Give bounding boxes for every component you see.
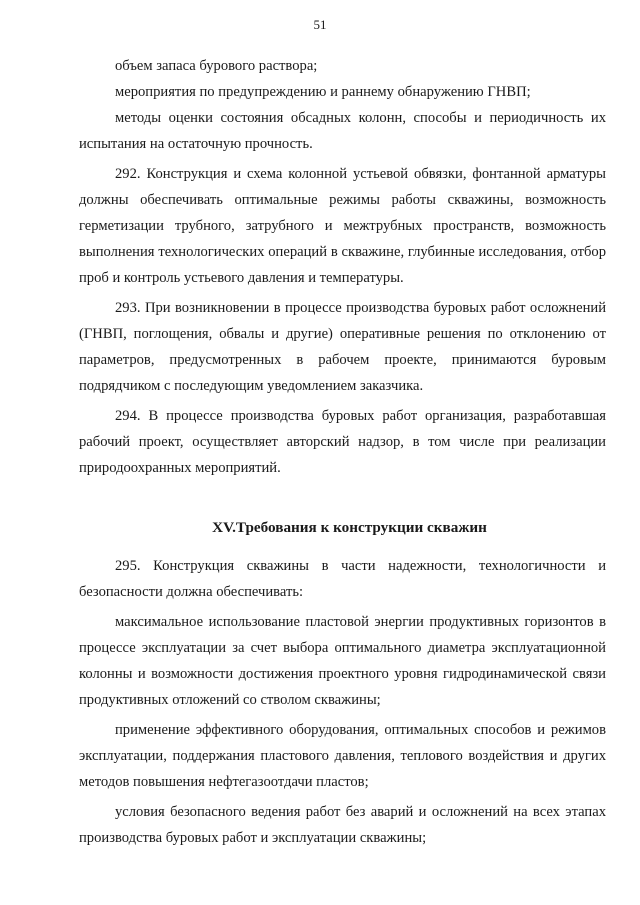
- section-heading: XV.Требования к конструкции скважин: [212, 519, 487, 536]
- paragraph-drilling-fluid: объем запаса бурового раствора;: [115, 58, 318, 74]
- paragraph-safety-conditions: условия безопасного ведения работ без аварий и осложнений на всех этапах производства буровых работ и эксплуатации скважины;: [79, 804, 606, 846]
- document-body: [79, 53, 606, 851]
- paragraph-292: 292. Конструкция и схема колонной устьевой обвязки, фонтанной арматуры должны обеспечивать оптимальные режимы работы скважины, возможность герметизации трубного, затрубного и межтрубных пространств, возможность выполнения технологических операций в скважине, глубинные исследования, отбор проб и контроль устьевого давления и температуры.: [79, 166, 606, 286]
- page-number: 51: [313, 17, 327, 32]
- paragraph-293: 293. При возникновении в процессе производства буровых работ осложнений (ГНВП, поглощения, обвалы и другие) оперативные решения по отклонению от параметров, предусмотренных в рабочем проекте, принимаются буровым подрядчиком с последующим уведомлением заказчика.: [79, 300, 606, 394]
- paragraph-equipment: применение эффективного оборудования, оптимальных способов и режимов эксплуатации, поддержания пластового давления, теплового воздействия и других методов повышения нефтегазоотдачи пластов;: [79, 722, 606, 790]
- paragraph-gnvp-measures: мероприятия по предупреждению и раннему обнаружению ГНВП;: [115, 84, 531, 100]
- paragraph-295: 295. Конструкция скважины в части надежности, технологичности и безопасности должна обеспечивать:: [79, 558, 606, 600]
- paragraph-casing-methods: методы оценки состояния обсадных колонн, способы и периодичность их испытания на остаточную прочность.: [79, 110, 606, 152]
- paragraph-reservoir-energy: максимальное использование пластовой энергии продуктивных горизонтов в процессе эксплуатации за счет выбора оптимального диаметра эксплуатационной колонны и возможности достижения проектного уровня гидродинамической связи продуктивных отложений со стволом скважины;: [79, 614, 606, 708]
- paragraph-294: 294. В процессе производства буровых работ организация, разработавшая рабочий проект, осуществляет авторский надзор, в том числе при реализации природоохранных мероприятий.: [79, 408, 606, 476]
